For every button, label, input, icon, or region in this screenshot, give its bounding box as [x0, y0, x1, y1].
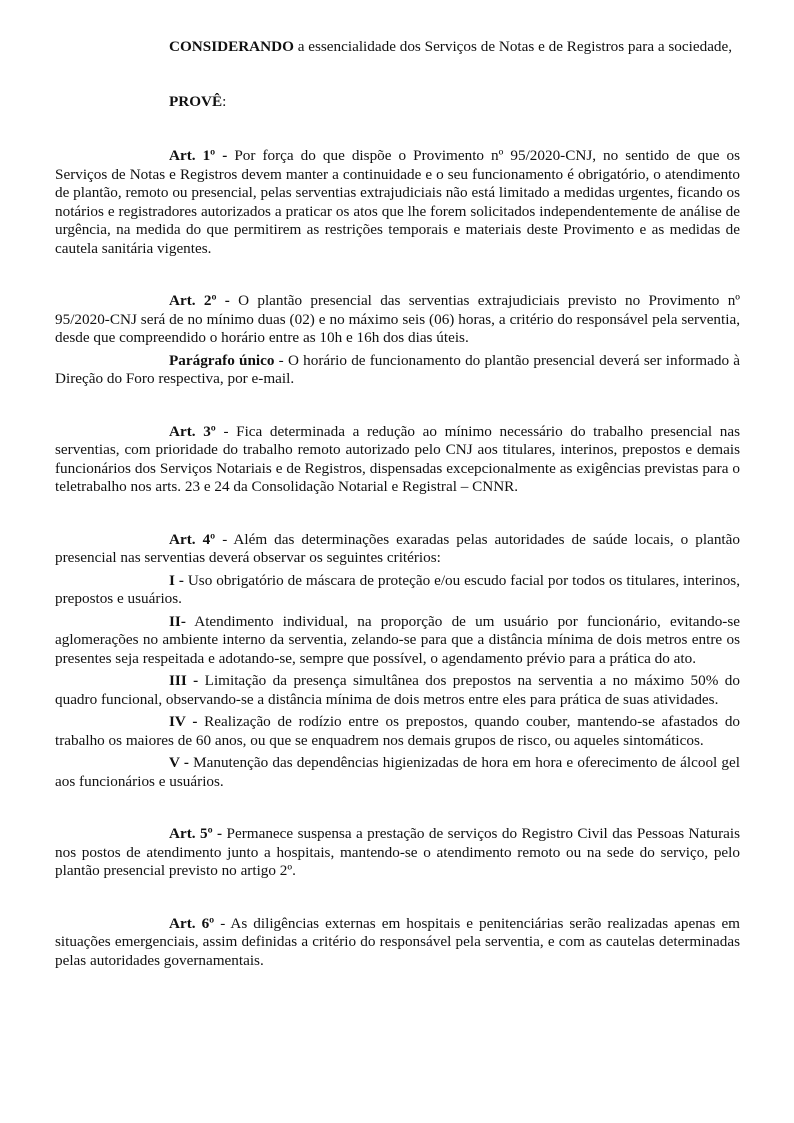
inciso-3-label: III - — [169, 672, 199, 689]
art3-label: Art. 3º — [169, 422, 216, 440]
inciso-5-paragraph — [55, 754, 740, 791]
art5-text: Permanece suspensa a prestação de serviços do Registro Civil das Pessoas Naturais nos postos de atendimento junto a hospitais, mantendo-se o atendimento remoto ou na sede do serviço, pelo plantão presencial previsto no artigo 2º. — [55, 825, 740, 879]
paragrafo-unico-label: Parágrafo único — [169, 351, 275, 369]
art2-paragraph — [55, 292, 740, 348]
art3-paragraph — [55, 423, 740, 497]
inciso-3-paragraph — [55, 672, 740, 709]
inciso-2-label: II- — [169, 612, 186, 630]
considerando-label: CONSIDERANDO — [169, 38, 294, 55]
inciso-2-paragraph — [55, 613, 740, 669]
art1-paragraph — [55, 147, 740, 258]
paragrafo-unico-paragraph — [55, 352, 740, 389]
inciso-4-paragraph — [55, 713, 740, 750]
art6-paragraph — [55, 915, 740, 971]
inciso-1-paragraph — [55, 572, 740, 609]
inciso-4-text: Realização de rodízio entre os prepostos, quando couber, mantendo-se afastados do trabalho os maiores de 60 anos, ou que se enquadrem nos demais grupos de risco, ou aqueles sintomáticos. — [55, 713, 741, 749]
inciso-5-label: V - — [169, 754, 189, 771]
art1-label: Art. 1º - — [169, 147, 228, 164]
art4-text: - Além das determinações exaradas pelas autoridades de saúde locais, o plantão presencial nas serventias deverá observar os seguintes critérios: — [55, 530, 740, 566]
inciso-2-text: Atendimento individual, na proporção de um usuário por funcionário, evitando-se aglomerações no ambiente interno da serventia, zelando-se para que a distância mínima de dois metros entre os presentes seja respeitada e adotando-se, sempre que possível, o agendamento prévio para a prática do ato. — [55, 612, 740, 667]
considerando-text: a essencialidade dos Serviços de Notas e de Registros para a sociedade, — [293, 38, 733, 55]
inciso-3-text: Limitação da presença simultânea dos prepostos na serventia a no máximo 50% do quadro funcional, observando-se a distância mínima de dois metros entre eles para prática de suas atividades. — [55, 672, 740, 708]
prove-heading — [55, 93, 740, 112]
prove-suffix: : — [222, 92, 227, 110]
art1-text: Por força do que dispõe o Provimento nº 95/2020-CNJ, no sentido de que os Serviços de Notas e Registros devem manter a continuidade e o seu funcionamento é obrigatório, o atendimento de plantão, remoto ou presencial, pelas serventias extrajudiciais não está limitado a medidas urgentes, ficando os notários e registradores autorizados a praticar os atos que lhe forem solicitados independentemente de análise de urgência, na medida do que permitirem as restrições temporais e materiais deste Provimento e as medidas de cautela sanitária vigentes. — [55, 147, 740, 257]
inciso-1-label: I - — [169, 571, 184, 589]
art5-label: Art. 5º - — [169, 825, 223, 842]
art4-label: Art. 4º — [169, 530, 216, 548]
art2-text: O plantão presencial das serventias extrajudiciais previsto no Provimento nº 95/2020-CNJ será de no mínimo duas (02) e no máximo seis (06) horas, a critério do responsável pela serventia, desde que compreendido o horário entre as 10h e 16h dos dias úteis. — [55, 292, 740, 346]
paragrafo-unico-text: - O horário de funcionamento do plantão presencial deverá ser informado à Direção do Foro respectiva, por e-mail. — [55, 351, 740, 387]
inciso-5-text: Manutenção das dependências higienizadas de hora em hora e oferecimento de álcool gel aos funcionários e usuários. — [55, 754, 740, 790]
art3-text: - Fica determinada a redução ao mínimo necessário do trabalho presencial nas serventias, com prioridade do trabalho remoto autorizado pelo CNJ aos titulares, interinos, prepostos e demais funcionários dos Serviços Notariais e de Registros, dispensadas excepcionalmente as exigências previstas para o teletrabalho nos arts. 23 e 24 da Consolidação Notarial e Registral – CNNR. — [55, 422, 741, 495]
art2-label: Art. 2º - — [169, 292, 230, 309]
inciso-4-label: IV - — [169, 713, 198, 730]
art6-label: Art. 6º — [169, 914, 215, 932]
considerando-paragraph — [55, 38, 740, 57]
art4-paragraph — [55, 531, 740, 568]
art6-text: - As diligências externas em hospitais e penitenciárias serão realizadas apenas em situações emergenciais, assim definidas a critério do responsável pela serventia, e com as cautelas determinadas pelas autoridades governamentais. — [55, 914, 741, 969]
inciso-1-text: Uso obrigatório de máscara de proteção e/ou escudo facial por todos os titulares, interinos, prepostos e usuários. — [55, 571, 740, 607]
art5-paragraph — [55, 825, 740, 881]
prove-label: PROVÊ — [169, 92, 223, 110]
